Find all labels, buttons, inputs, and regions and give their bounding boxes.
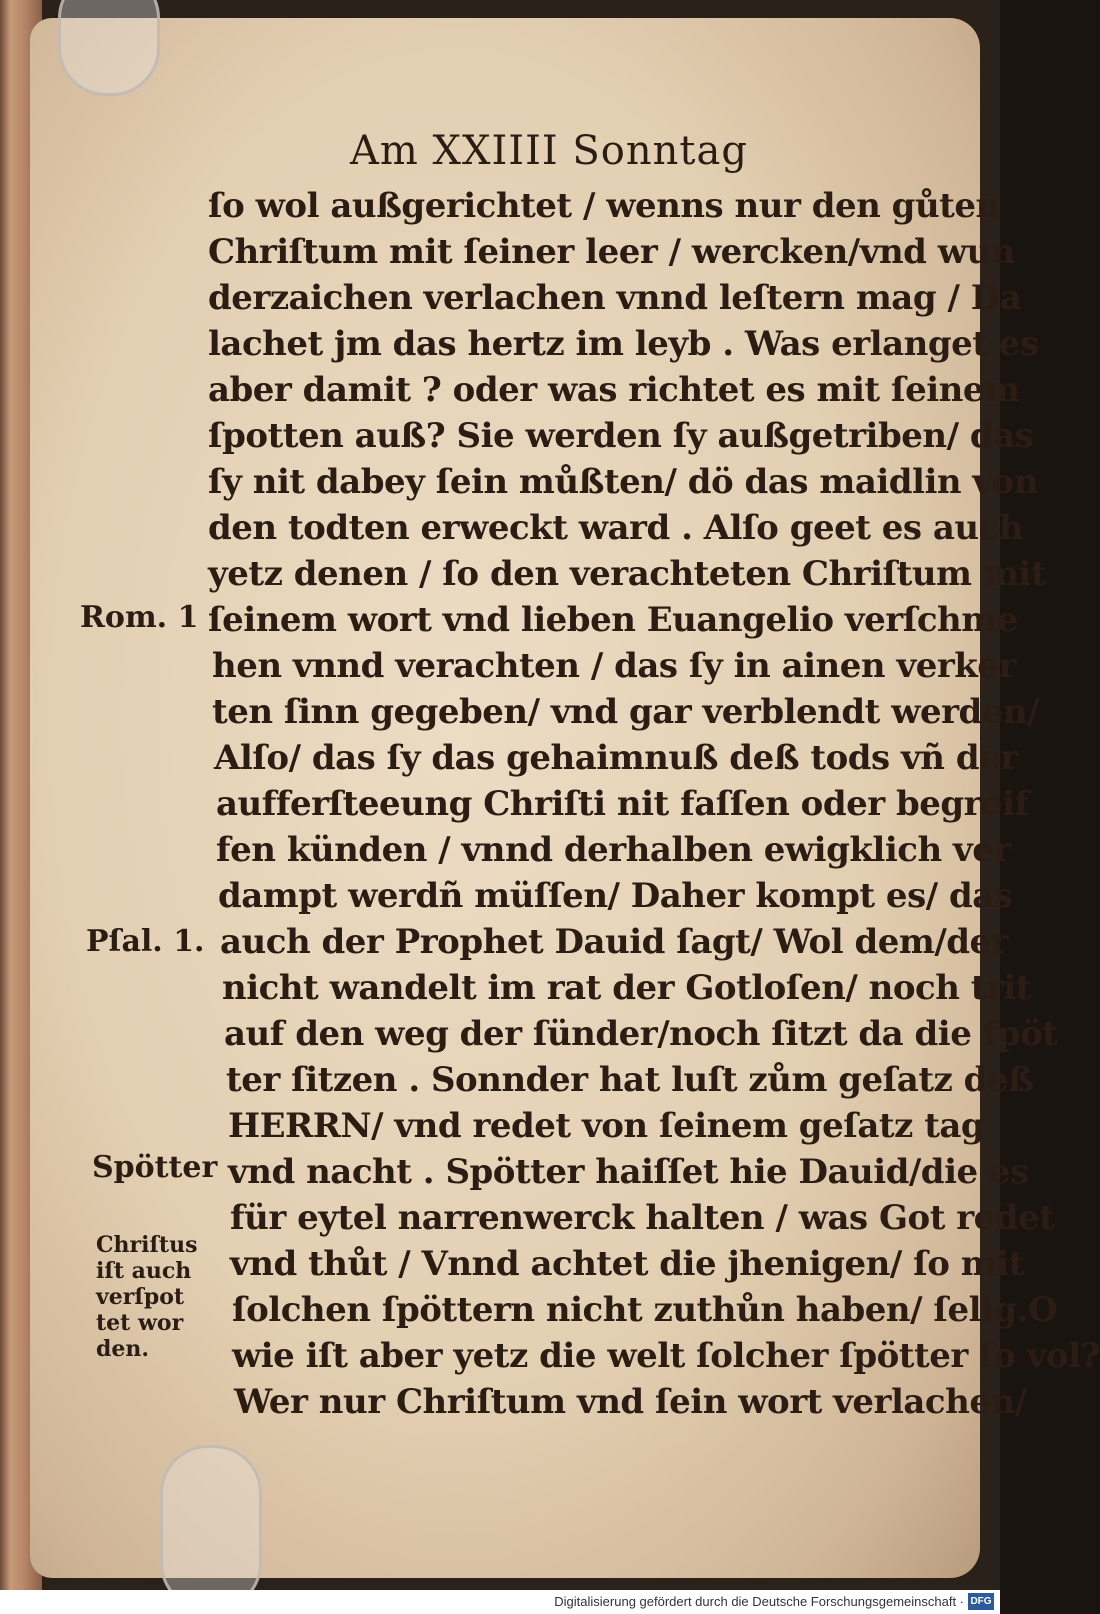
text-line: ſpotten auß? Sie werden ſy außgetriben/ das — [208, 416, 1034, 456]
margin-note-line: Chriſtus — [96, 1232, 198, 1258]
page-clip-bottom — [160, 1445, 262, 1611]
text-line: ten ſinn gegeben/ vnd gar verblendt werden/ — [212, 692, 1040, 732]
text-line: für eytel narrenwerck halten / was Got redet — [230, 1198, 1055, 1238]
margin-note-line: den. — [96, 1336, 150, 1362]
running-header: Am XXIIII Sonntag — [350, 128, 748, 174]
text-line: HERRN/ vnd redet von ſeinem geſatz tag — [228, 1106, 985, 1146]
text-line: derzaichen verlachen vnnd leſtern mag / Da — [208, 278, 1022, 318]
text-line: Chriſtum mit ſeiner leer / wercken/vnd wun — [208, 232, 1016, 272]
text-line: vnd thůt / Vnnd achtet die jhenigen/ ſo mit — [230, 1244, 1024, 1284]
text-line: ſeinem wort vnd lieben Euangelio verſchme — [208, 600, 1018, 640]
text-line: Alſo/ das ſy das gehaimnuß deß tods vñ der — [214, 738, 1018, 778]
text-line: wie iſt aber yetz die welt ſolcher ſpötter ſo vol? — [232, 1336, 1100, 1376]
text-line: auf den weg der ſünder/noch ſitzt da die ſpöt — [224, 1014, 1058, 1054]
text-line: Wer nur Chriſtum vnd ſein wort verlachen/ — [234, 1382, 1027, 1422]
text-line: aufferſteeung Chriſti nit faſſen oder begreif — [216, 784, 1029, 824]
text-line: lachet jm das hertz im leyb . Was erlanget es — [208, 324, 1039, 364]
margin-note-psal: Pſal. 1. — [86, 924, 205, 959]
text-line: vnd nacht . Spötter haiſſet hie Dauid/die es — [228, 1152, 1029, 1192]
margin-note-line: tet wor — [96, 1310, 184, 1336]
text-line: ſy nit dabey ſein můßten/ dö das maidlin von — [208, 462, 1039, 502]
dfg-logo: DFG — [968, 1593, 994, 1610]
text-line: den todten erweckt ward . Alſo geet es auch — [208, 508, 1024, 548]
margin-note-christus — [96, 1232, 197, 1362]
text-line: hen vnnd verachten / das ſy in ainen verker — [212, 646, 1016, 686]
text-line: aber damit ? oder was richtet es mit ſeinem — [208, 370, 1020, 410]
text-line: auch der Prophet Dauid ſagt/ Wol dem/der — [220, 922, 1009, 962]
margin-note-spoetter: Spötter — [92, 1150, 218, 1185]
footer-credit: Digitalisierung gefördert durch die Deutsche Forschungsgemeinschaft · — [554, 1594, 964, 1609]
margin-note-line: verſpot — [96, 1284, 185, 1310]
margin-note-rom: Rom. 1 — [80, 600, 199, 635]
text-line: dampt werdñ müſſen/ Daher kompt es/ das — [218, 876, 1013, 916]
text-line: nicht wandelt im rat der Gotloſen/ noch trit — [222, 968, 1031, 1008]
text-line: ſolchen ſpöttern nicht zuthůn haben/ ſelig.O — [232, 1290, 1058, 1330]
margin-note-line: iſt auch — [96, 1258, 192, 1284]
text-line: yetz denen / ſo den verachteten Chriſtum mit — [208, 554, 1046, 594]
footer-bar — [0, 1590, 1000, 1614]
text-line: ſo wol außgerichtet / wenns nur den gůten — [208, 186, 1000, 226]
text-line: fen künden / vnnd derhalben ewigklich ver — [216, 830, 1011, 870]
page-clip-top — [58, 0, 160, 96]
text-line: ter ſitzen . Sonnder hat luſt zům geſatz deß — [226, 1060, 1034, 1100]
